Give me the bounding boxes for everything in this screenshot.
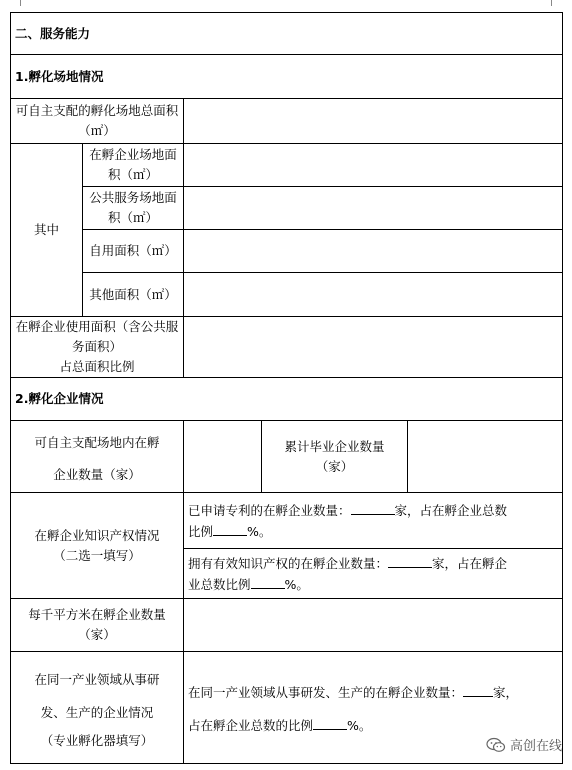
wechat-icon (486, 737, 506, 753)
public-area-input-cell[interactable] (184, 187, 563, 230)
ip-option1-count-blank[interactable] (351, 500, 395, 515)
enterprise-count-row (11, 421, 563, 493)
ip-status-label-line2: （二选一填写） (53, 547, 141, 563)
part2-title: 2.孵化企业情况 (11, 378, 563, 421)
density-row (11, 599, 563, 652)
ip-option2-text-b: 家，占在孵企 (432, 555, 508, 571)
public-area-label: 公共服务场地面积（㎡） (83, 187, 184, 230)
watermark (486, 735, 562, 754)
service-capability-form (10, 12, 563, 764)
section-title-row (11, 13, 563, 55)
self-use-area-label: 自用面积（㎡） (83, 230, 184, 273)
density-label (11, 599, 184, 652)
self-use-area-input-cell[interactable] (184, 230, 563, 273)
other-area-input-cell[interactable] (184, 273, 563, 317)
among-label: 其中 (11, 144, 83, 317)
incubated-area-label: 在孵企业场地面积（㎡） (83, 144, 184, 187)
section-title: 二、服务能力 (11, 13, 563, 55)
usage-ratio-label-line1: 在孵企业使用面积（含公共服务面积） (15, 319, 179, 354)
ip-option2-text-a: 拥有有效知识产权的在孵企业数量： (188, 555, 389, 571)
ip-status-label (11, 493, 184, 599)
same-industry-text-b: 家， (493, 684, 519, 700)
same-industry-row (11, 652, 563, 764)
other-area-row (11, 273, 563, 317)
graduated-count-input-cell[interactable] (408, 421, 563, 493)
ip-option1-row (11, 493, 563, 549)
graduated-count-label-line1: 累计毕业企业数量 (284, 438, 385, 454)
density-label-line1: 每千平方米在孵企业数量 (28, 607, 166, 622)
part1-title-row (11, 55, 563, 99)
ip-status-label-line1: 在孵企业知识产权情况 (34, 527, 160, 543)
left-margin-mark (20, 0, 21, 6)
part1-title: 1.孵化场地情况 (11, 55, 563, 99)
same-industry-label (11, 652, 184, 764)
ip-option1-text-b: 家，占在孵企业总数 (394, 502, 508, 518)
usage-ratio-label (11, 317, 184, 378)
incubated-area-row (11, 144, 563, 187)
ip-option2-cell (184, 549, 563, 599)
ip-option1-text-c: 比例 (188, 523, 214, 539)
usage-ratio-label-line2: 占总面积比例 (59, 359, 135, 374)
public-area-row (11, 187, 563, 230)
same-industry-text-d: %。 (347, 717, 372, 733)
same-industry-text-a: 在同一产业领域从事研发、生产的在孵企业数量： (188, 684, 464, 700)
total-area-row (11, 99, 563, 144)
enterprise-count-input-cell[interactable] (184, 421, 262, 493)
part2-title-row (11, 378, 563, 421)
enterprise-count-label-line1: 可自主支配场地内在孵 (34, 434, 160, 450)
enterprise-count-label-line2: 企业数量（家） (53, 466, 141, 482)
ip-option2-text-c: 业总数比例 (188, 576, 251, 592)
ip-option2-count-blank[interactable] (388, 553, 432, 568)
ip-option1-text-d: %。 (247, 523, 272, 539)
usage-ratio-input-cell[interactable] (184, 317, 563, 378)
ip-option1-text-a: 已申请专利的在孵企业数量： (188, 502, 351, 518)
graduated-count-label (262, 421, 408, 493)
ip-option1-ratio-blank[interactable] (213, 521, 247, 536)
same-industry-text-c: 占在孵企业总数的比例 (188, 717, 314, 733)
page-top-edge (0, 0, 572, 6)
enterprise-count-label (11, 421, 184, 493)
graduated-count-label-line2: （家） (315, 458, 354, 474)
watermark-text: 高创在线 (509, 739, 562, 754)
right-margin-mark (551, 0, 552, 6)
density-input-cell[interactable] (184, 599, 563, 652)
density-label-line2: （家） (78, 627, 116, 642)
ip-option2-text-d: %。 (284, 576, 309, 592)
usage-ratio-row (11, 317, 563, 378)
same-industry-ratio-blank[interactable] (313, 715, 347, 730)
total-area-input-cell[interactable] (184, 99, 563, 144)
self-use-area-row (11, 230, 563, 273)
ip-option2-ratio-blank[interactable] (251, 574, 285, 589)
incubated-area-input-cell[interactable] (184, 144, 563, 187)
other-area-label: 其他面积（㎡） (83, 273, 184, 317)
same-industry-label-line3: （专业孵化器填写） (40, 732, 154, 748)
same-industry-count-blank[interactable] (463, 682, 493, 697)
same-industry-label-line2: 发、生产的企业情况 (40, 704, 154, 720)
ip-option1-cell (184, 493, 563, 549)
total-area-label: 可自主支配的孵化场地总面积（㎡） (11, 99, 184, 144)
same-industry-label-line1: 在同一产业领域从事研 (34, 671, 160, 687)
